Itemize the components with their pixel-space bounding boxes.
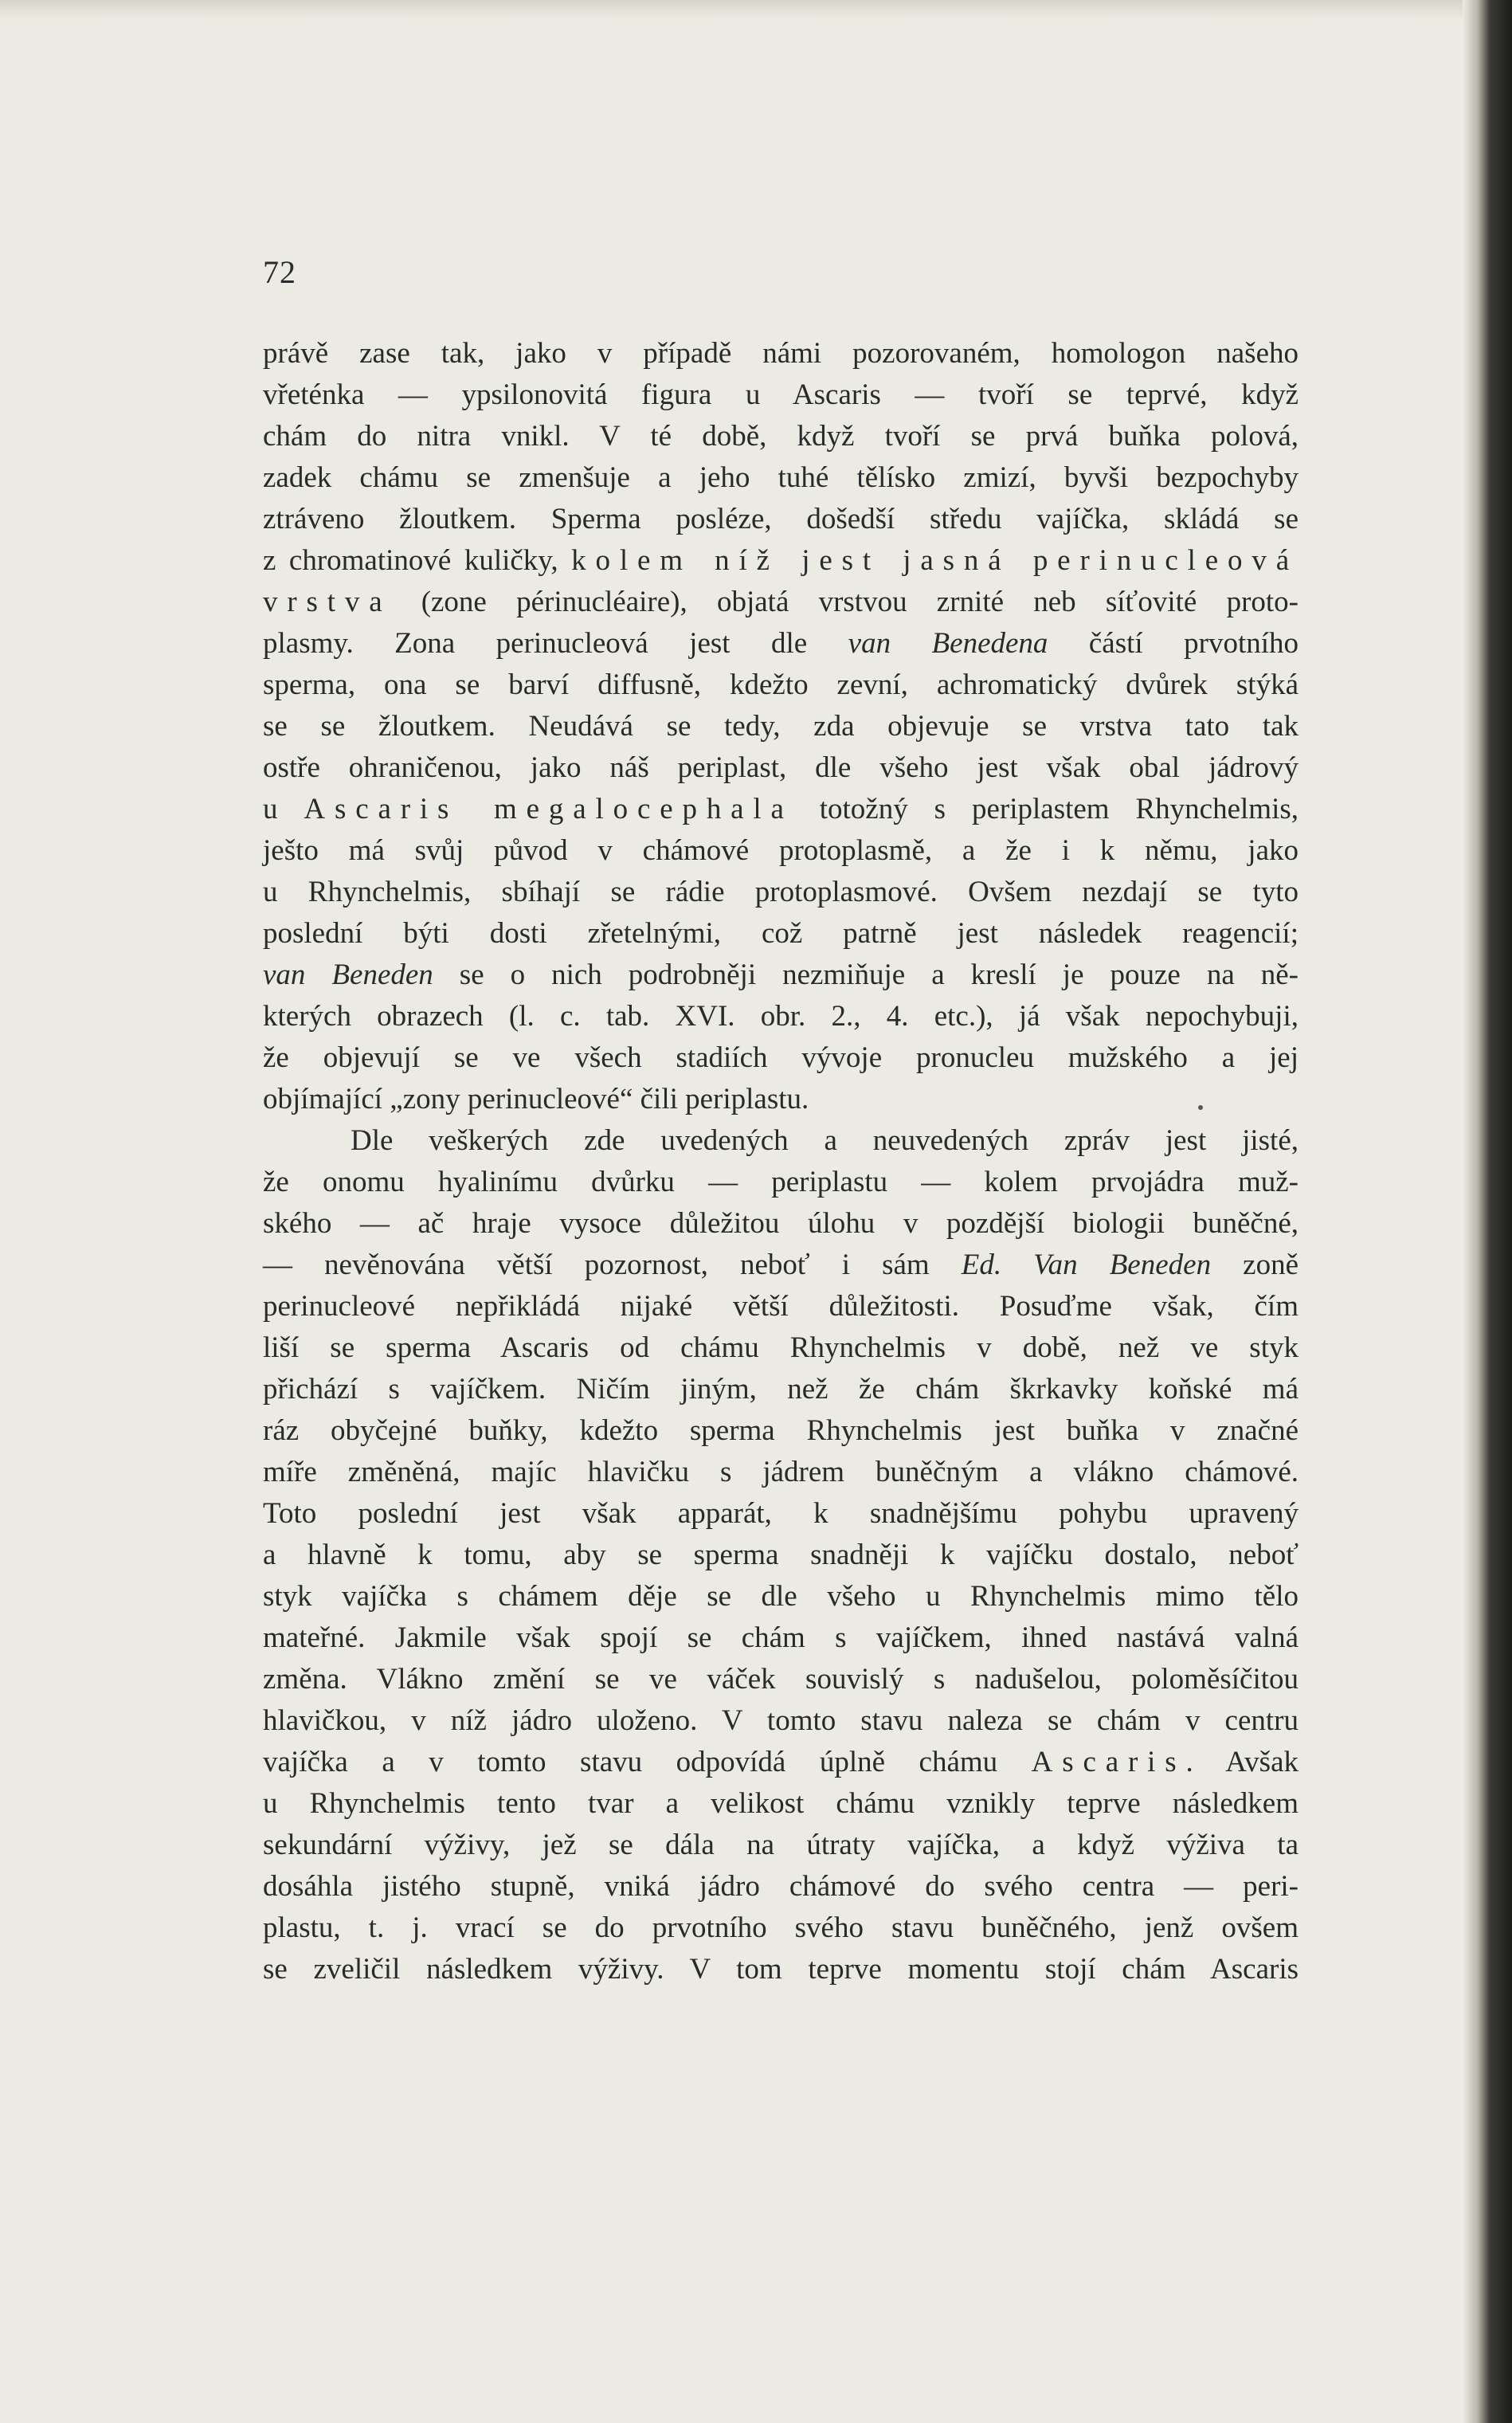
spaced-emphasis: Ascaris megalocephala [304, 793, 793, 825]
text-line: ztráveno žloutkem. Sperma posléze, došedší středu vajíčka, skládá se [263, 503, 1299, 535]
text-line: ského — ač hraje vysoce důležitou úlohu v pozdější biologii buněčné, [263, 1207, 1299, 1240]
text-line: van Beneden se o nich podrobněji nezmiňuje a kreslí je pouze na ně- [263, 959, 1299, 991]
italic-name: van Benedena [848, 627, 1048, 660]
text-line: liší se sperma Ascaris od chámu Rhynchelmis v době, než ve styk [263, 1331, 1299, 1364]
text-line: Toto poslední jest však apparát, k snadnějšímu pohybu upravený [263, 1497, 1299, 1530]
text-line: se zveličil následkem výživy. V tom teprve momentu stojí chám Ascaris [263, 1953, 1299, 1986]
text-line: změna. Vlákno změní se ve váček souvislý s nadušelou, poloměsíčitou [263, 1663, 1299, 1696]
text-line: ješto má svůj původ v chámové protoplasmě, a že i k němu, jako [263, 834, 1299, 867]
text-line: chám do nitra vnikl. V té době, když tvoří se prvá buňka polová, [263, 420, 1299, 453]
text-line: míře změněná, majíc hlavičku s jádrem buněčným a vlákno chámové. [263, 1456, 1299, 1488]
text-line: objímající „zony perinucleové“ čili periplastu. [263, 1083, 809, 1115]
text-line: vrstva (zone périnucléaire), objatá vrstvou zrnité neb síťovité proto- [263, 586, 1299, 618]
text-line: hlavičkou, v níž jádro uloženo. V tomto stavu naleza se chám v centru [263, 1704, 1299, 1737]
text-line: ráz obyčejné buňky, kdežto sperma Rhynchelmis jest buňka v značné [263, 1414, 1299, 1447]
text-line: že onomu hyalinímu dvůrku — periplastu — kolem prvojádra muž- [263, 1166, 1299, 1198]
spaced-emphasis: Ascaris [1031, 1746, 1186, 1778]
text-line: vřeténka — ypsilonovitá figura u Ascaris — tvoří se teprvé, když [263, 378, 1299, 411]
text-line: se se žloutkem. Neudává se tedy, zda objevuje se vrstva tato tak [263, 710, 1299, 743]
text-line: že objevují se ve všech stadiích vývoje pronucleu mužského a jej [263, 1041, 1299, 1074]
text-line: plastu, t. j. vrací se do prvotního svého stavu buněčného, jenž ovšem [263, 1911, 1299, 1944]
scan-edge [1463, 0, 1512, 2423]
spaced-emphasis: kolem níž jest jasná perinucleová [571, 544, 1299, 577]
text-line: a hlavně k tomu, aby se sperma snadněji k vajíčku dostalo, neboť [263, 1539, 1299, 1571]
text-line: perinucleové nepřikládá nijaké větší důležitosti. Posuďme však, čím [263, 1290, 1299, 1323]
scan-top-shadow [0, 0, 1512, 19]
text-line: u Rhynchelmis tento tvar a velikost chámu vznikly teprve následkem [263, 1787, 1299, 1820]
text-line: zadek chámu se zmenšuje a jeho tuhé tělísko zmizí, byvši bezpochyby [263, 461, 1299, 494]
text-line: poslední býti dosti zřetelnými, což patrně jest následek reagencií; [263, 917, 1299, 950]
spaced-emphasis: vrstva [263, 586, 392, 618]
text-line: Dle veškerých zde uvedených a neuvedených zpráv jest jisté, [351, 1124, 1299, 1157]
text-line: — nevěnována větší pozornost, neboť i sám Ed. Van Beneden zoně [263, 1249, 1299, 1281]
text-line: plasmy. Zona perinucleová jest dle van Benedena částí prvotního [263, 627, 1299, 660]
text-line: sperma, ona se barví diffusně, kdežto zevní, achromatický dvůrek stýká [263, 668, 1299, 701]
italic-name: Ed. Van Beneden [961, 1249, 1212, 1281]
text-line: kterých obrazech (l. c. tab. XVI. obr. 2., 4. etc.), já však nepochybuji, [263, 1000, 1299, 1033]
italic-name: van Beneden [263, 959, 433, 991]
text-line: styk vajíčka s chámem děje se dle všeho u Rhynchelmis mimo tělo [263, 1580, 1299, 1613]
text-line: u Rhynchelmis, sbíhají se rádie protoplasmové. Ovšem nezdají se tyto [263, 876, 1299, 908]
text-line: dosáhla jistého stupně, vniká jádro chámové do svého centra — peri- [263, 1870, 1299, 1903]
page-number: 72 [263, 254, 296, 290]
text-line: přichází s vajíčkem. Ničím jiným, než že chám škrkavky koňské má [263, 1373, 1299, 1406]
ink-speck [1198, 1105, 1203, 1110]
text-line: vajíčka a v tomto stavu odpovídá úplně chámu Ascaris. Avšak [263, 1746, 1299, 1778]
text-line: mateřné. Jakmile však spojí se chám s vajíčkem, ihned nastává valná [263, 1621, 1299, 1654]
text-line: z chromatinové kuličky, kolem níž jest jasná perinucleová [263, 544, 1299, 577]
text-line: ostře ohraničenou, jako náš periplast, dle všeho jest však obal jádrový [263, 751, 1299, 784]
text-line: u Ascaris megalocephala totožný s periplastem Rhynchelmis, [263, 793, 1299, 825]
text-line: sekundární výživy, jež se dála na útraty vajíčka, a když výživa ta [263, 1829, 1299, 1861]
body-text [263, 333, 1299, 1990]
text-line: právě zase tak, jako v případě námi pozorovaném, homologon našeho [263, 337, 1299, 370]
